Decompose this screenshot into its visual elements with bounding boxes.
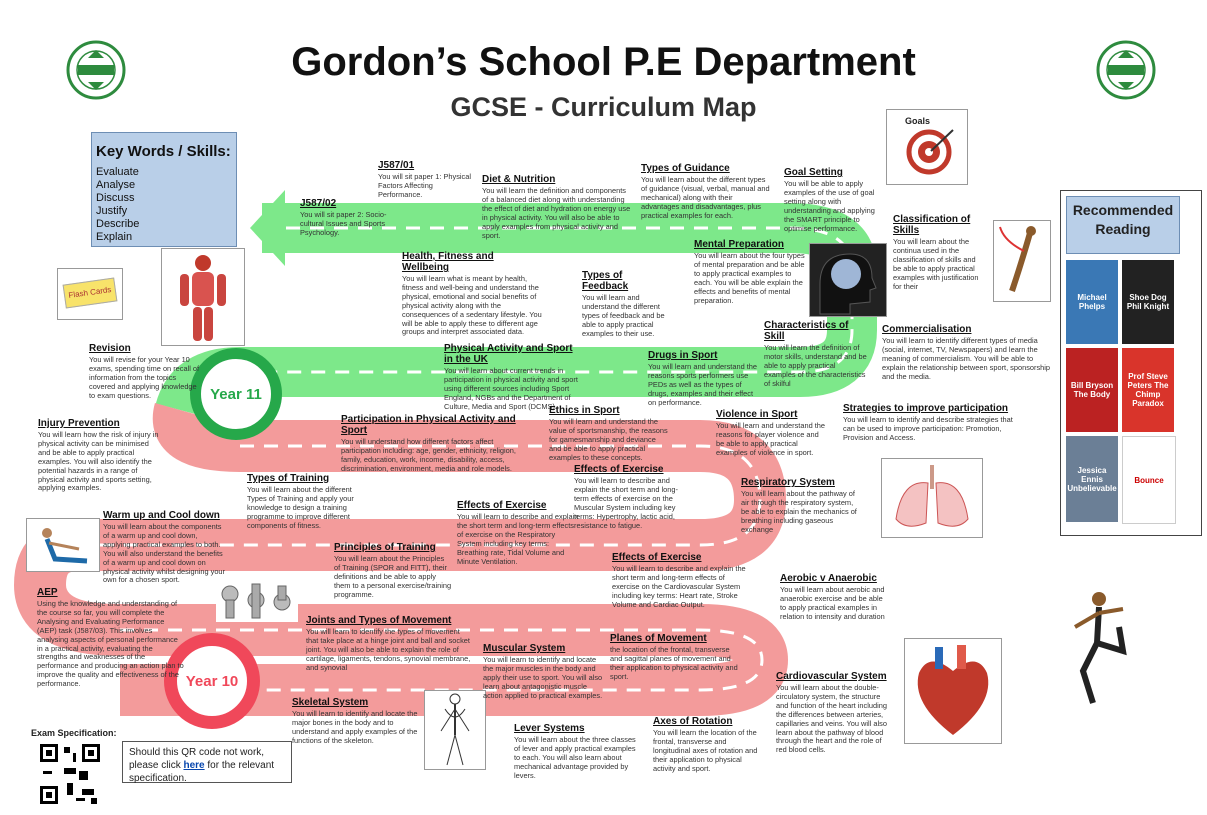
topic-cardiovascular-system: Cardiovascular System You will learn about the double-circulatory system, the structure and function of the heart including the differences between arteries, capillaries and veins. You will also learn about the pathway of blood through the heart and the role of red blood cells. [776,671,887,755]
book-cover: Jessica Ennis Unbelievable [1066,436,1118,522]
heart-image [904,638,1002,744]
topic-j58701: J587/01 You will sit paper 1: Physical Factors Affecting Performance. [378,160,471,199]
topic-aerobic-anaerobic: Aerobic v Anaerobic You will learn about aerobic and anaerobic exercise and be able to apply practical examples in relation to intensity and duration [780,573,885,621]
topic-revision: Revision You will revise for your Year 10 exams, spending time on recall of information from the topics covered and applying knowledge to exam questions. [89,343,200,400]
topic-goal-setting: Goal Setting You will be able to apply examples of the use of goal setting along with understanding and applying the SMART principle to optimise performance. [784,167,875,233]
school-logo-right [1094,38,1158,102]
recommended-reading-heading: Recommended Reading [1066,196,1180,254]
book-cover: Shoe Dog Phil Knight [1122,260,1174,344]
topic-strategies-participation: Strategies to improve participation You will learn to identify and describe strategies that can be used to improve participation: Promotion, Provision and Access. [843,403,1013,442]
qr-code[interactable] [37,741,103,807]
key-words-heading: Key Words / Skills: [96,143,231,160]
goals-image [886,109,968,185]
page-subtitle: GCSE - Curriculum Map [450,92,757,122]
topic-types-of-guidance: Types of Guidance You will learn about the different types of guidance (visual, verbal, manual and mechanical) along with their advantages and disadvantages, plus practical examples for each. [641,163,770,220]
brain-image [809,243,887,317]
keyword-item: Analyse [96,179,136,191]
topic-pa-sport-uk: Physical Activity and Sport in the UK You will learn about current trends in participation in physical activity and sport using different sources including Sport England, NGBs and the Department of Culture, Media and Sport (DCMS). [444,343,578,411]
topic-lever-systems: Lever Systems You will learn about the three classes of lever and apply practical examples to each. You will also learn about mechanical advantage provided by levers. [514,723,636,780]
book-cover: Prof Steve Peters The Chimp Paradox [1122,348,1174,432]
school-logo-left [64,38,128,102]
topic-j58702: J587/02 You will sit paper 2: Socio-cultural Issues and Sports Psychology. [300,198,387,237]
topic-types-of-training: Types of Training You will learn about the different Types of Training and apply your knowledge to design a training programme to improve different components of fitness. [247,473,354,530]
goals-label: Goals [905,116,931,126]
topic-effects-muscular: Effects of Exercise You will learn to describe and explain the short term and long-term effects of exercise on the Muscular System including key terms: Hypertrophy, lactic acid, resistance to fatigue. [574,464,678,530]
topic-muscular-system: Muscular System You will learn to identify and locate the major muscles in the body and apply their use to sport. You will also learn about antagonistic muscle action applied to practical examples. [483,643,603,700]
flash-cards-label: Flash Cards [63,277,118,308]
topic-diet-nutrition: Diet & Nutrition You will learn the definition and components of a balanced diet along with understanding the effect of diet and hydration on energy use in physical activity. You will also be able to apply examples from physical activity and sport. [482,174,631,240]
topic-warm-up: Warm up and Cool down You will learn about the components of a warm up and cool down, applying practical examples to both. You will also understand the benefits of a warm up and cool down on physical activity whilst designing your own for a chosen sport. [103,510,225,585]
topic-characteristics-of-skill: Characteristics of Skill You will learn the definition of motor skills, understand and be able to apply practical examples of the characteristics of skilful [764,320,867,388]
keyword-item: Describe [96,218,140,230]
topic-participation: Participation in Physical Activity and Sport You will understand how different factors affect participation including: age, gender, ethnicity, religion, family, education, work, income, disability, access, discrimination, environment, media and role models. [341,414,516,473]
joints-image [216,580,298,622]
key-words-box [91,132,237,247]
qr-note: Should this QR code not work, please click here for the relevant specification. [122,741,292,783]
stretching-image [26,518,100,572]
book-cover: Bounce [1122,436,1176,524]
year11-marker: Year 11 [190,348,282,440]
topic-effects-cardiovascular: Effects of Exercise You will learn to describe and explain the short term and long-term effects of exercise on the Cardiovascular System including key terms: Heart rate, Stroke Volume and Cardiac Output. [612,552,746,609]
keyword-item: Justify [96,205,128,217]
flash-cards-image [57,268,123,320]
topic-violence-in-sport: Violence in Sport You will learn and understand the reasons for player violence and be able to apply practical examples of violence in sport. [716,409,826,457]
topic-effects-respiratory: Effects of Exercise You will learn to describe and explain the short term and long-term effects of exercise on the Respiratory System including key terms: Breathing rate, Tidal Volume and Minute Ventilation. [457,500,579,566]
year10-marker: Year 10 [164,633,260,729]
topic-mental-preparation: Mental Preparation You will learn about the four types of mental preparation and be able to apply practical examples to each. You will be able explain the effects and benefits of mental preparation. [694,239,805,305]
topic-aep: AEP Using the knowledge and understanding of the course so far, you will complete the Analysing and Evaluating Performance (AEP) task (J587/03). This involves analysing aspects of personal performance in a practical activity, evaluating the strengths and weaknesses of the performance and producing an action plan to improve the quality and effectiveness of the performance. [37,587,184,689]
lungs-image [881,458,983,538]
topic-skeletal-system: Skeletal System You will learn to identify and locate the major bones in the body and to understand and apply examples of the functions of the skeleton. [292,697,418,745]
topic-classification: Classification of Skills You will learn about the continua used in the classification of skills and be able to apply practical examples with justification for their [893,214,979,291]
topic-ethics-in-sport: Ethics in Sport You will learn and understand the value of sportsmanship, the reasons for gamesmanship and deviance and be able to apply practical examples to these concepts. [549,405,668,462]
topic-principles-of-training: Principles of Training You will learn about the Principles of Training (SPOR and FITT), their definitions and be able to apply them to a personal exercise/training programme. [334,542,452,599]
topic-planes-of-movement: Planes of Movement the location of the frontal, transverse and sagittal planes of movement and their application to physical activity and sport. [610,633,738,681]
spec-link[interactable]: here [183,760,205,771]
topic-types-of-feedback: Types of Feedback You will learn and understand the different types of feedback and be able to apply practical examples to their use. [582,270,665,338]
topic-commercialisation: Commercialisation You will learn to identify different types of media (social, internet, TV, Newspapers) and learn the meaning of commercialism. You will be able to explain the relationship between sport, sponsorship and the media. [882,324,1051,381]
page-title: Gordon’s School P.E Department [291,40,916,84]
topic-joints-movement: Joints and Types of Movement You will learn to identify the types of movement that take place at a hinge joint and ball and socket joint. You will also be able to explain the role of cartilage, ligaments, tendons, synovial membrane, and synovial [306,615,471,672]
exam-spec-label: Exam Specification: [31,728,117,738]
skeleton-image [424,690,486,770]
book-cover: Bill Bryson The Body [1066,348,1118,432]
topic-health-fitness: Health, Fitness and Wellbeing You will learn what is meant by health, fitness and well-being and understand the physical, emotional and social benefits of physical activity along with the consequences of a sedentary lifestyle. You will be able to apply these to different age groups and interpret associated data. [402,251,542,337]
athlete-image [1053,587,1153,705]
topic-injury-prevention: Injury Prevention You will learn how the risk of injury in physical activity can be minimised and be able to apply practical examples. You will also identify the potential hazards in a range of physical activity and sports setting, applying examples. [38,418,159,493]
topic-axes-of-rotation: Axes of Rotation You will learn the location of the frontal, transverse and longitudinal axes of rotation and their application to physical activity and sport. [653,716,758,773]
book-cover: Michael Phelps [1066,260,1118,344]
topic-respiratory-system: Respiratory System You will learn about the pathway of air through the respiratory system, be able to explain the mechanics of breathing including gaseous exchange [741,477,857,534]
keyword-item: Evaluate [96,166,139,178]
muscle-body-image [161,248,245,346]
topic-drugs-in-sport: Drugs in Sport You will learn and understand the reasons sports performers use PEDs as well as the types of drugs, examples and their effect on performance. [648,350,758,407]
gymnast-image [993,220,1051,302]
keyword-item: Discuss [96,192,135,204]
keyword-item: Explain [96,231,133,243]
